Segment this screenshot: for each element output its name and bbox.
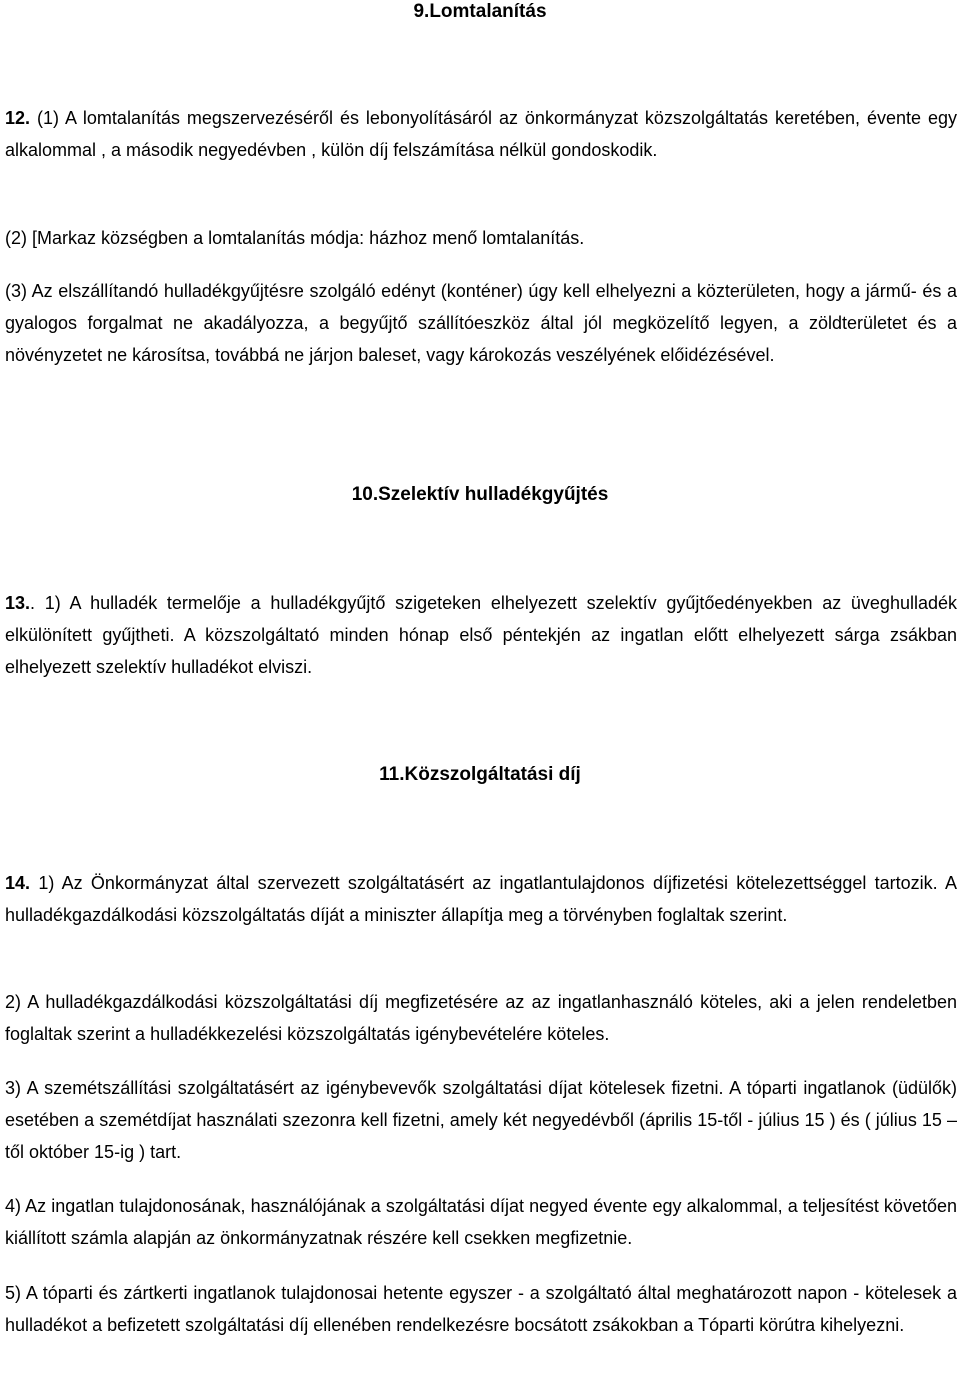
paragraph-text: 2) A hulladékgazdálkodási közszolgáltatási díj megfizetésére az az ingatlanhasználó köteles, aki a jelen rendeletben foglaltak szerint a hulladékkezelési közszolgáltatás igénybevételére köteles. <box>5 992 957 1044</box>
section-heading-kozszolgaltatasi-dij: 11.Közszolgáltatási díj <box>379 764 581 785</box>
paragraph-14-2 <box>5 986 957 1050</box>
paragraph-text: 5) A tóparti és zártkerti ingatlanok tulajdonosai hetente egyszer - a szolgáltató által meghatározott napon - kötelesek a hulladékot a befizetett szolgáltatási díj ellenében rendelkezésre bocsátott zsákokban a Tóparti körútra kihelyezni. <box>5 1283 957 1335</box>
paragraph-12-3 <box>5 275 957 371</box>
paragraph-text: 3) A szemétszállítási szolgáltatásért az igénybevevők szolgáltatási díjat kötelesek fizetni. A tóparti ingatlanok (üdülők) esetében a szemétdíjat használati szezonra kell fizetni, amely két negyedévből (április 15-től - július 15 ) és ( július 15 –től október 15-ig ) tart. <box>5 1078 957 1162</box>
paragraph-text: (2) [Markaz községben a lomtalanítás módja: házhoz menő lomtalanítás. <box>5 228 585 248</box>
paragraph-12-2 <box>5 222 957 254</box>
section-heading-lomtalanitas: 9.Lomtalanítás <box>413 1 547 22</box>
paragraph-14-4 <box>5 1190 957 1254</box>
paragraph-text: (1) A lomtalanítás megszervezéséről és lebonyolításáról az önkormányzat közszolgáltatás keretében, évente egy alkalommal , a második negyedévben , külön díj felszámítása nélkül gondoskodik. <box>5 108 957 160</box>
paragraph-14-1 <box>5 867 957 931</box>
paragraph-number: 12. <box>5 108 31 128</box>
section-heading-szelektiv: 10.Szelektív hulladékgyűjtés <box>351 484 609 505</box>
paragraph-text: 4) Az ingatlan tulajdonosának, használójának a szolgáltatási díjat negyed évente egy alkalommal, a teljesítést követően kiállított számla alapján az önkormányzatnak részére kell csekken megfizetnie. <box>5 1196 957 1248</box>
paragraph-text: . 1) A hulladék termelője a hulladékgyűjtő szigeteken elhelyezett szelektív gyűjtőedényekben az üveghulladék elkülönített gyűjtheti. A közszolgáltató minden hónap első péntekjén az ingatlan előtt elhelyezett sárga zsákban elhelyezett szelektív hulladékot elviszi. <box>5 593 957 677</box>
paragraph-12-1 <box>5 102 957 166</box>
paragraph-text: (3) Az elszállítandó hulladékgyűjtésre szolgáló edényt (konténer) úgy kell elhelyezni a közterületen, hogy a jármű- és a gyalogos forgalmat ne akadályozza, a begyűjtő szállítóeszköz által jól megközelítő legyen, a zöldterületet és a növényzetet ne károsítsa, továbbá ne járjon baleset, vagy károkozás veszélyének előidézésével. <box>5 281 957 365</box>
paragraph-number: 13. <box>5 593 31 613</box>
paragraph-14-3 <box>5 1072 957 1168</box>
paragraph-14-5 <box>5 1277 957 1341</box>
paragraph-13-1 <box>5 587 957 683</box>
paragraph-text: 1) Az Önkormányzat által szervezett szolgáltatásért az ingatlantulajdonos díjfizetési kötelezettséggel tartozik. A hulladékgazdálkodási közszolgáltatás díját a miniszter állapítja meg a törvényben foglaltak szerint. <box>5 873 957 925</box>
paragraph-number: 14. <box>5 873 31 893</box>
